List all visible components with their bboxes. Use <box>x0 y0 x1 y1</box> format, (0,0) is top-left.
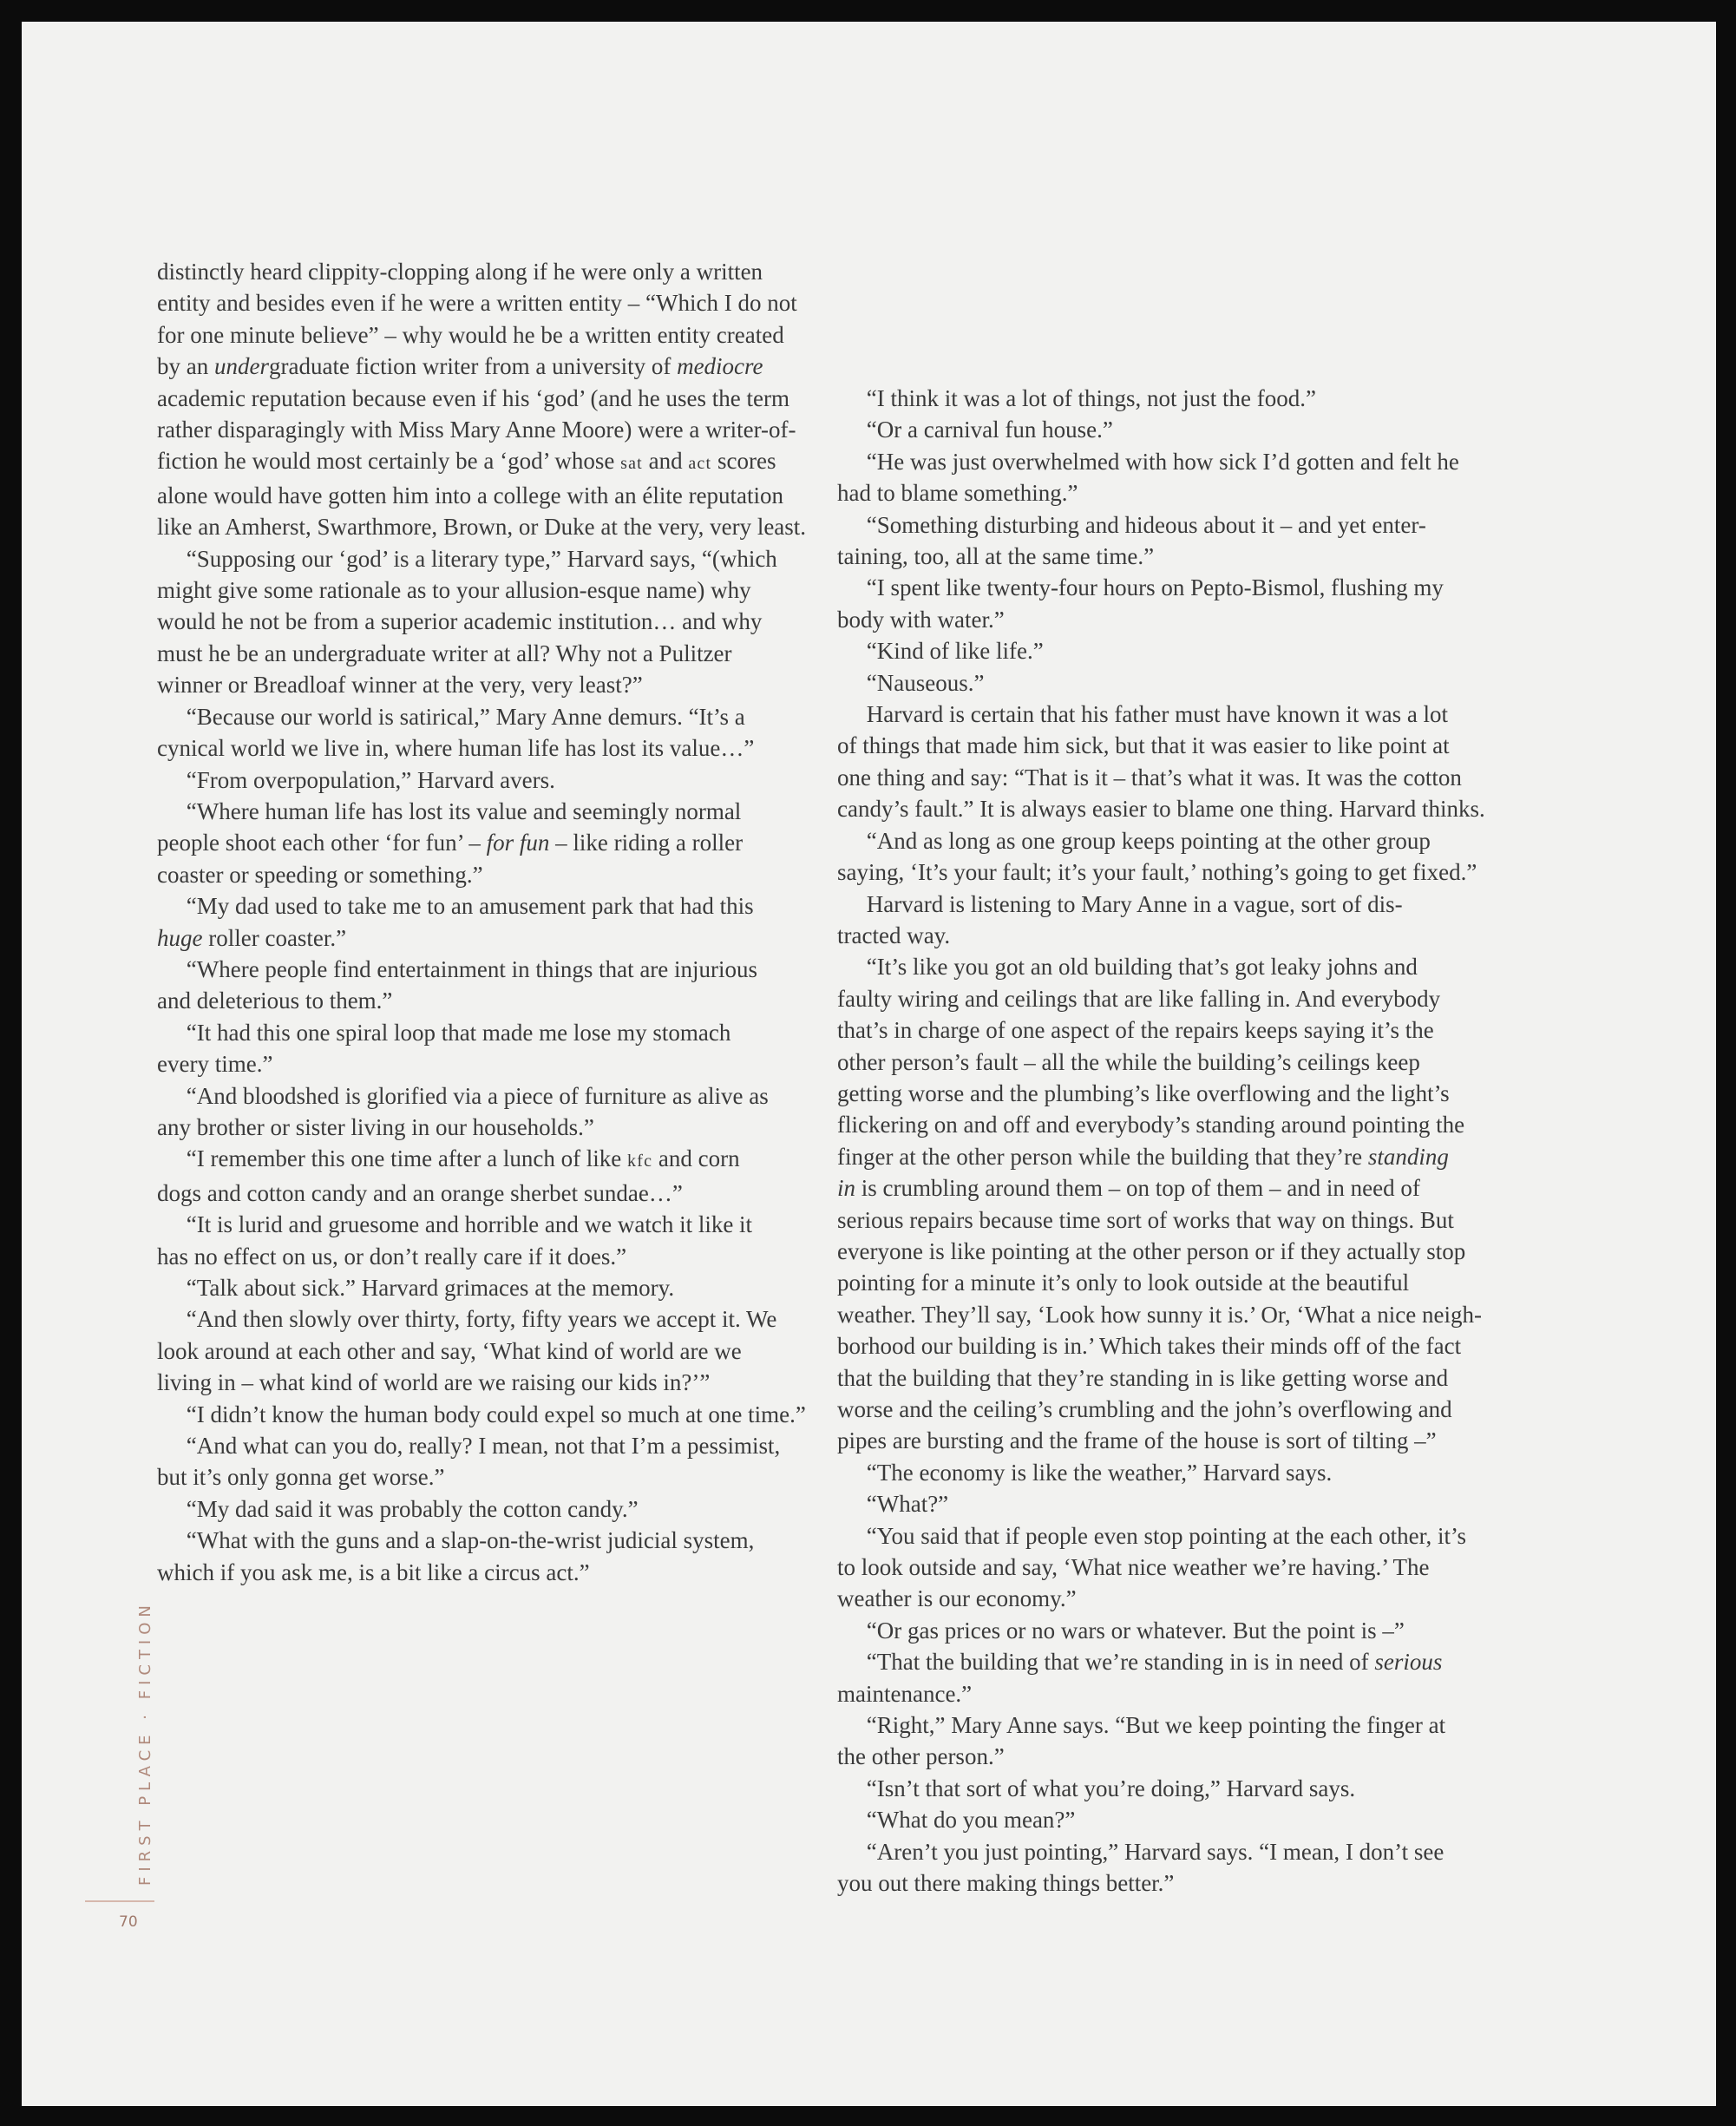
paragraph <box>837 1615 1514 1646</box>
paragraph <box>157 1143 851 1209</box>
text-run: “That the building that we’re standing in is in need of <box>837 1649 1375 1676</box>
text-run: “I spent like twenty-four hours on Pepto-Bismol, flushing my body with water.” <box>837 574 1444 633</box>
paragraph <box>157 1399 851 1430</box>
text-run: and <box>642 448 689 475</box>
paragraph <box>157 1430 851 1493</box>
text-run: “Supposing our ‘god’ is a literary type,” Harvard says, “(which might give some rationale as to your allusion-esque name) why would he not be from a superior academic institution… and why must he be an undergraduate writer at all? Why not a Pulitzer winner or Breadloaf winner at the very, very least?” <box>157 545 777 699</box>
text-run: “Something disturbing and hideous about it – and yet enter- taining, too, all at the same time.” <box>837 511 1426 570</box>
text-run: “And then slowly over thirty, forty, fifty years we accept it. We look around at each other and say, ‘What kind of world are we living in – what kind of world are we raising our kids in?’” <box>157 1306 777 1396</box>
right-text-column <box>837 383 1514 1900</box>
paragraph <box>157 701 851 764</box>
text-run: “He was just overwhelmed with how sick I’d gotten and felt he had to blame something.” <box>837 448 1459 507</box>
text-run: “And as long as one group keeps pointing at the other group saying, ‘It’s your fault; it’s your fault,’ nothing’s going to get fixed.” <box>837 827 1477 886</box>
paragraph <box>837 1646 1514 1709</box>
italic-text: huge <box>157 924 203 951</box>
text-run: “It’s like you got an old building that’s got leaky johns and faulty wiring and ceilings that are like falling in. And everybody that’s in charge of one aspect of the repairs keeps saying it’s the other person’s fault – all the while the building’s ceilings keep getting worse and the plumbing’s like overflowing and the light’s flickering on and off and everybody’s standing around pointing the finger at the other person while the building that they’re <box>837 954 1465 1170</box>
text-run: distinctly heard clippity-clopping along if he were only a written entity and besides even if he were a written entity – “Which I do not for one minute believe” – why would he be a written entity created by an <box>157 259 797 380</box>
text-run: – like riding a roller coaster or speeding or something.” <box>157 830 744 888</box>
text-run: “From overpopulation,” Harvard avers. <box>157 766 555 793</box>
text-run: Harvard is certain that his father must have known it was a lot of things that made him sick, but that it was easier to like point at one thing and say: “That is it – that’s what it was. It was the cotton candy’s fault.” It is always easier to blame one thing. Harvard thinks. <box>837 701 1485 823</box>
small-caps-text: act <box>688 454 712 474</box>
text-run: “Right,” Mary Anne says. “But we keep pointing the finger at the other person.” <box>837 1712 1446 1770</box>
text-run: “It had this one spiral loop that made me lose my stomach every time.” <box>157 1019 731 1078</box>
italic-text: for fun <box>486 830 550 856</box>
paragraph <box>837 1457 1514 1488</box>
paragraph <box>157 1080 851 1144</box>
italic-text: mediocre <box>677 353 763 380</box>
text-run: “And what can you do, really? I mean, not that I’m a pessimist, but it’s only gonna get worse.” <box>157 1433 781 1491</box>
small-caps-text: kfc <box>627 1152 653 1171</box>
paragraph <box>837 1488 1514 1519</box>
text-run: “And bloodshed is glorified via a piece of furniture as alive as any brother or sister living in our households.” <box>157 1082 769 1140</box>
paragraph <box>837 1804 1514 1835</box>
text-run: “Nauseous.” <box>837 669 985 696</box>
page <box>22 22 1716 2106</box>
paragraph <box>157 543 851 701</box>
text-run: and corn dogs and cotton candy and an orange sherbet sundae…” <box>157 1145 740 1206</box>
text-run: “What with the guns and a slap-on-the-wrist judicial system, which if you ask me, is a bit like a circus act.” <box>157 1527 755 1585</box>
paragraph <box>837 1773 1514 1804</box>
text-run: “Or gas prices or no wars or whatever. But the point is –” <box>837 1617 1405 1644</box>
text-run: “Isn’t that sort of what you’re doing,” Harvard says. <box>837 1775 1356 1801</box>
text-run: “Where human life has lost its value and seemingly normal people shoot each other ‘for fun’ – <box>157 797 742 856</box>
paragraph <box>157 1525 851 1588</box>
text-run: “What?” <box>837 1491 949 1518</box>
paragraph <box>157 1017 851 1080</box>
text-run: “What do you mean?” <box>837 1807 1076 1834</box>
text-run: roller coaster.” <box>202 924 347 951</box>
text-run: “My dad said it was probably the cotton candy.” <box>157 1495 639 1522</box>
text-run: “Where people find entertainment in things that are injurious and deleterious to them.” <box>157 955 758 1014</box>
text-run: “It is lurid and gruesome and horrible and we watch it like it has no effect on us, or don’t really care if it does.” <box>157 1211 753 1270</box>
text-run: “Kind of like life.” <box>837 638 1044 665</box>
paragraph <box>837 699 1514 825</box>
text-run: “My dad used to take me to an amusement park that had this <box>186 893 754 920</box>
text-run: “I think it was a lot of things, not just the food.” <box>837 385 1316 411</box>
paragraph <box>837 951 1514 1457</box>
paragraph <box>837 635 1514 666</box>
italic-text: under <box>213 353 269 380</box>
paragraph <box>837 414 1514 445</box>
side-rule-divider <box>85 1900 154 1902</box>
paragraph <box>837 667 1514 699</box>
text-run: “Because our world is satirical,” Mary Anne demurs. “It’s a cynical world we live in, where human life has lost its value…” <box>157 703 755 762</box>
italic-text: serious <box>1374 1649 1443 1676</box>
left-text-column <box>157 256 851 1588</box>
text-run: academic reputation because even if his ‘god’ (and he uses the term rather disparagingly with Miss Mary Anne Moore) were a writer-of- fiction he would most certainly be a ‘god’ whose <box>157 384 796 475</box>
text-run: “I didn’t know the human body could expel so much at one time.” <box>157 1401 806 1427</box>
paragraph <box>837 572 1514 635</box>
text-run: “Talk about sick.” Harvard grimaces at the memory. <box>157 1275 675 1301</box>
text-run: “Aren’t you just pointing,” Harvard says. “I mean, I don’t see you out there making things better.” <box>837 1838 1444 1897</box>
paragraph <box>157 954 851 1017</box>
text-run: graduate fiction writer from a university of <box>268 353 678 380</box>
text-run: maintenance.” <box>837 1680 973 1707</box>
paragraph <box>837 1520 1514 1615</box>
text-run: Harvard is listening to Mary Anne in a vague, sort of dis- tracted way. <box>837 890 1403 948</box>
text-run: “You said that if people even stop pointing at the each other, it’s to look outside and say, ‘What nice weather we’re having.’ The weather is our economy.” <box>837 1522 1467 1612</box>
paragraph <box>157 1272 851 1303</box>
paragraph <box>157 890 851 954</box>
paragraph <box>157 796 851 890</box>
text-run: “I remember this one time after a lunch of like <box>157 1145 628 1172</box>
paragraph <box>837 383 1514 414</box>
paragraph <box>837 889 1514 952</box>
paragraph <box>157 1493 851 1525</box>
paragraph <box>837 446 1514 509</box>
paragraph <box>837 509 1514 573</box>
paragraph <box>157 256 851 543</box>
small-caps-text: sat <box>620 454 643 474</box>
text-run: is crumbling around them – on top of them – and in need of serious repairs because time sort of works that way on things. But everyone is like pointing at the other person or if they actually stop pointing for a minute it’s only to look outside at the beautiful weather. They’ll say, ‘Look how sunny it is.’ Or, ‘What a nice neigh- borhood our building is in.’ Which takes their minds off of the fact that the building that they’re standing in is like getting worse and worse and the ceiling’s crumbling and the john’s overflowing and pipes are bursting and the frame of the house is sort of tilting –” <box>837 1175 1482 1454</box>
text-run: “Or a carnival fun house.” <box>837 417 1113 443</box>
paragraph <box>837 1709 1514 1773</box>
italic-text: standing in <box>837 1143 1449 1202</box>
text-run: “The economy is like the weather,” Harvard says. <box>837 1459 1333 1486</box>
page-number: 70 <box>119 1913 138 1931</box>
paragraph <box>837 825 1514 889</box>
paragraph <box>157 1303 851 1398</box>
section-label: FIRST PLACE · FICTION <box>136 1600 154 1886</box>
paragraph <box>837 1836 1514 1900</box>
text-run: scores alone would have gotten him into a college with an élite reputation like an Amherst, Swarthmore, Brown, or Duke at the very, very least. <box>157 448 807 541</box>
paragraph <box>157 1209 851 1272</box>
paragraph <box>157 764 851 796</box>
